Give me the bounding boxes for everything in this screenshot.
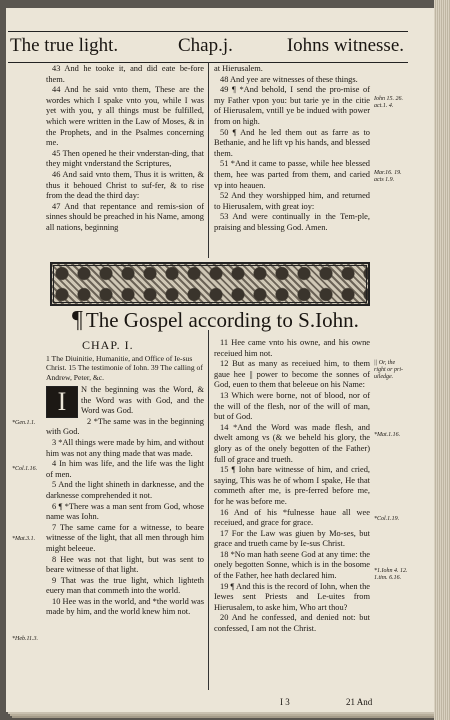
page-edges (434, 0, 450, 720)
margin-note: Mar.16. 19. acts 1.9. (374, 170, 402, 183)
verse: 50 ¶ And he led them out as farre as to Bethanie, and he lift vp his hands, and blessed them. (214, 127, 370, 158)
verse: 18 *No man hath seene God at any time: the onely begotten Sonne, which is in the bosome of the Father, hee hath declared him. (214, 549, 370, 581)
verse: 17 For the Law was giuen by Mo-ses, but grace and trueth came by Ie-sus Christ. (214, 528, 370, 549)
signature-mark: I 3 (280, 697, 290, 707)
margin-note: *Mat.1.16. (374, 432, 401, 438)
verse: 52 And they worshipped him, and returned to Hierusalem, with great ioy: (214, 191, 370, 211)
margin-note: *1.Iohn 4. 12. 1.tim. 6.16. (374, 568, 408, 581)
verse: 5 And the light shineth in darknesse, and the darknesse comprehended it not. (46, 480, 204, 500)
pilcrow-icon: ¶ (72, 307, 83, 333)
verse: 9 That was the true light, which lighteth euery man that commeth into the world. (46, 575, 204, 596)
chapter-heading: CHAP. I. (82, 338, 134, 352)
verse: 3 *All things were made by him, and without him was not any thing made that was made. (46, 437, 204, 458)
margin-note: *Heb.11.3. (12, 636, 39, 642)
gospel-title: ¶ The Gospel according to S.Iohn. (72, 307, 359, 333)
verse: 49 ¶ *And behold, I send the pro-mise of my Father vpon you: but tarie ye in the citie of Hierusalem, vntill ye be indued with power from on high. (214, 85, 370, 126)
verse: 13 Which were borne, not of blood, nor of the will of the flesh, nor of the will of man, but of God. (214, 390, 370, 422)
verse: 44 And he said vnto them, These are the wordes which I spake vnto you, while I was yet with you, y all things must be fulfilled, which were written in the Law of Moses, & in the Prophets, and in the Psalmes concerning me. (46, 85, 204, 148)
verse: 4 In him was life, and the life was the light of men. (46, 459, 204, 479)
verse: 15 ¶ Iohn bare witnesse of him, and cried, saying, This was he of whom I spake, He that commeth after me, is pre-ferred before me, for he was before me. (214, 465, 370, 506)
verse: 16 And of his *fulnesse haue all wee receiued, and grace for grace. (214, 507, 370, 528)
verse: N the beginning was the Word, & the Word was with God, and the Word was God. (81, 385, 204, 416)
verse: 11 Hee came vnto his owne, and his owne receiued him not. (214, 338, 370, 358)
verse: 48 And yee are witnesses of these things. (220, 74, 358, 84)
margin-note: Iohn 15. 26. act.1. 4. (374, 96, 403, 109)
running-header (8, 31, 408, 63)
header-right: Iohns witnesse. (286, 35, 404, 56)
verse: at Hierusalem. (214, 64, 263, 73)
verse: 46 And said vnto them, Thus it is written, & thus it behoued Christ to suf-fer, & to rise from the dead the third day: (46, 169, 204, 201)
column-rule-top (208, 62, 209, 258)
header-center: Chap.j. (178, 35, 233, 56)
verse: 19 ¶ And this is the record of Iohn, when the Iewes sent Priests and Le-uites from Hierusalem, to aske him, Who art thou? (214, 581, 370, 612)
chapter-summary: 1 The Diuinitie, Humanitie, and Office of Ie-sus Christ. 15 The testimonie of Iohn. 39 The calling of Andrew, Peter, &c. (46, 354, 203, 382)
margin-note: *Col.1.19. (374, 516, 400, 522)
header-left: The true light. (10, 35, 119, 56)
verse: 51 *And it came to passe, while hee blessed them, hee was parted from them, and caried vp into heauen. (214, 159, 370, 190)
john-column-right (214, 338, 370, 635)
drop-cap: I (46, 386, 78, 418)
verse: 12 But as many as receiued him, to them gaue hee || power to become the sonnes of God, euen to them that beleeue on his Name: (214, 359, 370, 390)
margin-note: *Mat.3.1. (12, 536, 36, 542)
verse: 7 The same came for a witnesse, to beare witnesse of the light, that all men through him might beleeue. (46, 522, 204, 553)
verse: 47 And that repentance and remis-sion of sinnes should be preached in his Name, among all nations, beginning (46, 201, 204, 232)
verse: 10 Hee was in the world, and *the world was made by him, and the world knew him not. (46, 596, 204, 617)
verse: 2 *The same was in the beginning with God. (46, 416, 204, 437)
column-rule-bottom (208, 330, 209, 690)
verse: 43 And he tooke it, and did eate be-fore them. (46, 64, 204, 84)
catchword: 21 And (346, 697, 373, 707)
luke-column-right (214, 64, 370, 234)
verse: 20 And he confessed, and denied not: but confessed, I am not the Christ. (214, 613, 370, 634)
margin-note: || Or, the right or pri-uiledge. (374, 360, 404, 380)
margin-note: *Col.1.16. (12, 466, 38, 472)
margin-note: *Gen.1.1. (12, 420, 36, 426)
verse: 6 ¶ *There was a man sent from God, whose name was Iohn. (46, 501, 204, 522)
luke-column-left (46, 64, 204, 234)
decorative-ornament-band (50, 262, 370, 306)
verse: 53 And were continually in the Tem-ple, praising and blessing God. Amen. (214, 212, 370, 232)
verse: 8 Hee was not that light, but was sent to beare witnesse of that light. (46, 554, 204, 575)
john-column-left (46, 385, 204, 618)
verse: 45 Then opened he their vnderstan-ding, that they might vnderstand the Scriptures, (46, 148, 204, 169)
verse: 14 *And the Word was made flesh, and dwelt among vs (& we beheld his glory, the glory as of the onely begotten of the Father) full of grace and trueth. (214, 422, 370, 464)
